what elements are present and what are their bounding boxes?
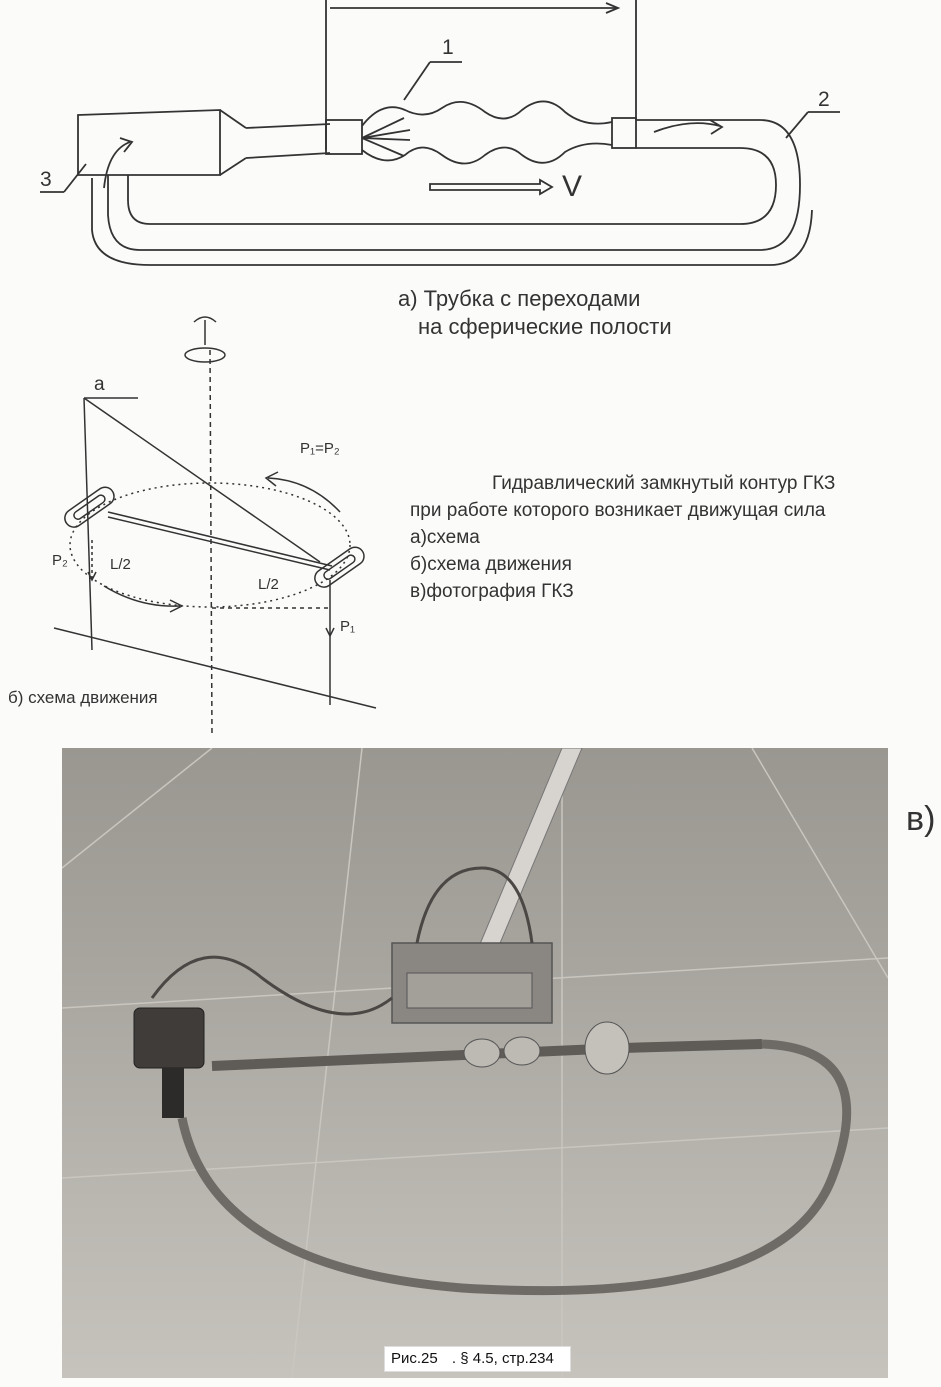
label-2: 2 (818, 88, 830, 111)
photo-drawing (62, 748, 888, 1378)
caption-b: б) схема движения (8, 688, 158, 707)
p1-label: P₁ (340, 618, 356, 635)
p-equal-label: P₁=P₂ (300, 440, 340, 457)
half-l-right-label: L/2 (258, 576, 279, 593)
caption-a-line2: на сферические полости (418, 314, 672, 339)
point-a-label: а (94, 374, 105, 395)
description-item-b: б)схема движения (410, 554, 572, 575)
caption-a-line1: а) Трубка с переходами (398, 286, 641, 311)
description-item-c: в)фотография ГКЗ (410, 581, 574, 602)
photo-label: в) (906, 800, 936, 838)
figure-number: Рис.25 (391, 1350, 438, 1367)
description-title: Гидравлический замкнутый контур ГКЗ (492, 473, 836, 494)
half-l-left-label: L/2 (110, 556, 131, 573)
label-1: 1 (442, 36, 454, 59)
figure-reference (384, 1346, 571, 1372)
section-reference: . § 4.5, стр.234 (451, 1350, 554, 1367)
p2-label: P₂ (52, 552, 68, 569)
velocity-label: V (562, 170, 583, 203)
label-3: 3 (40, 168, 52, 191)
description-line2: при работе которого возникает движущая сила (410, 500, 826, 521)
description-block (410, 470, 835, 605)
description-item-a: а)схема (410, 527, 480, 548)
gkz-photograph (62, 748, 888, 1378)
